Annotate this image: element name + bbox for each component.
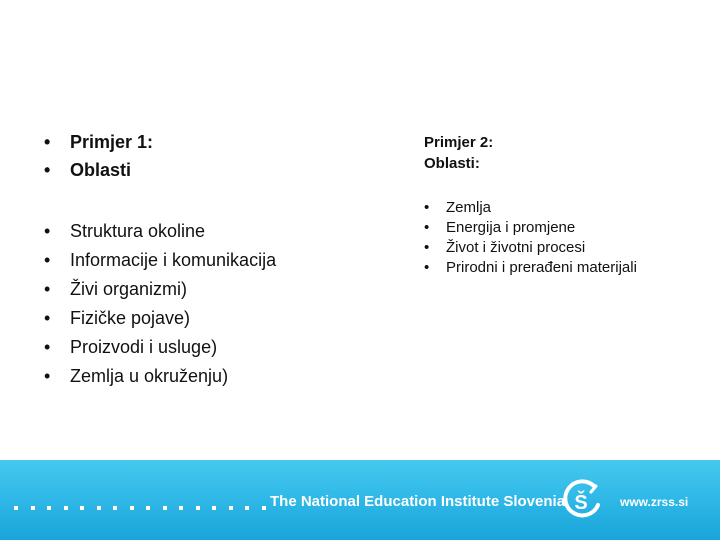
dotted-line-decoration <box>14 492 266 510</box>
example2-label: Primjer 2: <box>424 134 494 151</box>
footer-band <box>0 460 720 540</box>
example2-areas-label: Oblasti: <box>424 155 480 172</box>
institute-name: The National Education Institute Slovenia <box>270 493 566 510</box>
list-item: • Struktura okoline <box>44 217 276 246</box>
list-item: • Život i životni procesi <box>424 238 637 258</box>
list-item: • Proizvodi i usluge) <box>44 333 276 362</box>
list-item: • Živi organizmi) <box>44 275 276 304</box>
example2-title <box>424 132 493 174</box>
zrss-logo-icon <box>558 478 604 524</box>
example1-header <box>44 128 153 184</box>
example2-area-list <box>424 198 637 278</box>
logo-letter: Š <box>574 492 588 514</box>
list-item: • Zemlja <box>424 198 637 218</box>
list-item: • Energija i promjene <box>424 218 637 238</box>
example1-label: • Primjer 1: <box>44 128 153 156</box>
list-item: • Fizičke pojave) <box>44 304 276 333</box>
example1-area-list <box>44 217 276 391</box>
list-item: • Zemlja u okruženju) <box>44 362 276 391</box>
list-item: • Informacije i komunikacija <box>44 246 276 275</box>
website-url[interactable]: www.zrss.si <box>620 495 689 509</box>
list-item: • Prirodni i prerađeni materijali <box>424 258 637 278</box>
example1-areas-label: • Oblasti <box>44 156 153 184</box>
